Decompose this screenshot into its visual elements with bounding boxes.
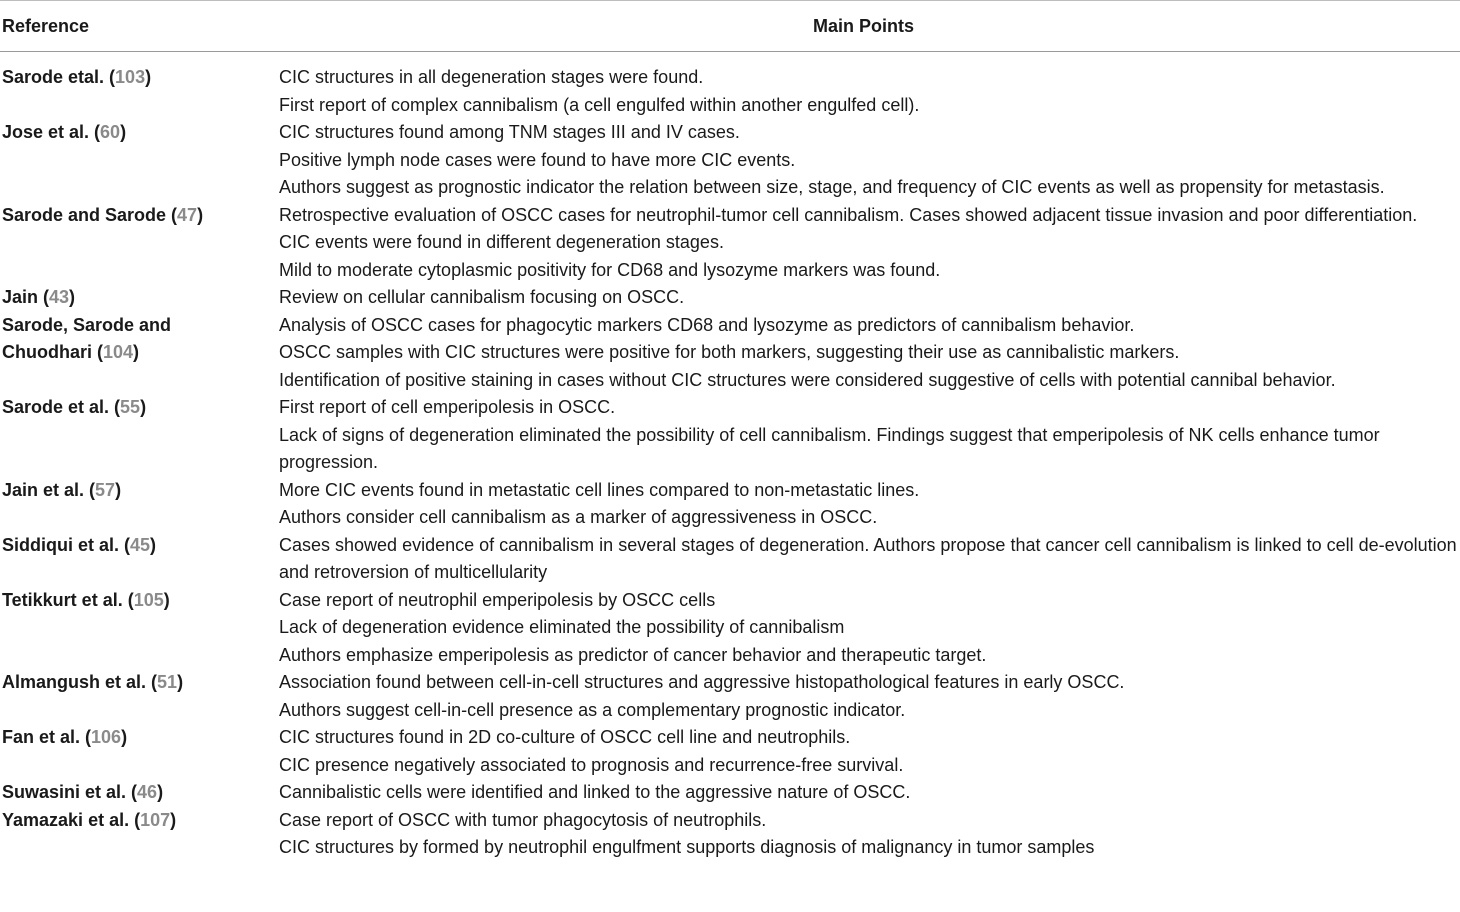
main-point: Case report of neutrophil emperipolesis by OSCC cells bbox=[279, 589, 716, 610]
reference-close-paren: ) bbox=[145, 67, 152, 87]
reference-close-paren: ) bbox=[150, 534, 157, 555]
main-point: Mild to moderate cytoplasmic positivity for CD68 and lysozyme markers was found. bbox=[279, 259, 941, 280]
main-point: Authors consider cell cannibalism as a marker of aggressiveness in OSCC. bbox=[279, 507, 878, 527]
main-point: Cannibalistic cells were identified and linked to the aggressive nature of OSCC. bbox=[279, 782, 911, 802]
main-point: Authors suggest as prognostic indicator the relation between size, stage, and frequency of CIC events as well as propensity for metastasis. bbox=[279, 177, 1385, 197]
reference-number-link[interactable]: 107 bbox=[140, 809, 171, 830]
reference-cell bbox=[2, 724, 262, 752]
table-row bbox=[0, 669, 1460, 724]
main-point: Review on cellular cannibalism focusing on OSCC. bbox=[279, 287, 685, 307]
reference-number-link[interactable]: 51 bbox=[157, 672, 178, 692]
reference-number-link[interactable]: 104 bbox=[103, 342, 134, 362]
reference-cell bbox=[2, 587, 262, 615]
reference-close-paren: ) bbox=[157, 782, 164, 802]
main-points-cell bbox=[279, 724, 1460, 779]
reference-cell bbox=[2, 669, 262, 697]
reference-cell bbox=[2, 532, 262, 560]
reference-author: Fan et al. ( bbox=[2, 727, 92, 747]
main-point: CIC structures by formed by neutrophil engulfment supports diagnosis of malignancy in tumor samples bbox=[279, 837, 1095, 857]
main-points-cell bbox=[279, 587, 1460, 670]
reference-close-paren: ) bbox=[170, 809, 177, 830]
main-point: CIC presence negatively associated to prognosis and recurrence-free survival. bbox=[279, 754, 904, 775]
table-row bbox=[0, 202, 1460, 285]
reference-author: Jain ( bbox=[2, 287, 50, 307]
main-points-cell bbox=[279, 284, 1460, 312]
main-point: First report of complex cannibalism (a cell engulfed within another engulfed cell). bbox=[279, 94, 920, 115]
reference-close-paren: ) bbox=[121, 727, 128, 747]
reference-number-link[interactable]: 46 bbox=[137, 782, 158, 802]
reference-cell bbox=[2, 312, 262, 367]
header-reference: Reference bbox=[2, 16, 90, 36]
reference-number-link[interactable]: 55 bbox=[120, 397, 141, 417]
reference-number-link[interactable]: 43 bbox=[49, 287, 70, 307]
main-points-cell bbox=[279, 119, 1460, 202]
table-row bbox=[0, 807, 1460, 862]
main-point: OSCC samples with CIC structures were positive for both markers, suggesting their use as cannibalistic markers. bbox=[279, 342, 1180, 362]
main-points-cell bbox=[279, 807, 1460, 862]
reference-close-paren: ) bbox=[163, 589, 170, 610]
main-point: Authors emphasize emperipolesis as predictor of cancer behavior and therapeutic target. bbox=[279, 644, 987, 665]
table-row bbox=[0, 284, 1460, 312]
main-points-cell bbox=[279, 669, 1460, 724]
reference-author: Sarode, Sarode and Chuodhari ( bbox=[2, 314, 172, 362]
header-main-points: Main Points bbox=[813, 16, 915, 36]
main-point: Case report of OSCC with tumor phagocytosis of neutrophils. bbox=[279, 809, 767, 830]
table-row bbox=[0, 532, 1460, 587]
reference-cell bbox=[2, 64, 262, 92]
reference-cell bbox=[2, 394, 262, 422]
main-points-cell bbox=[279, 202, 1460, 285]
reference-author: Jose et al. ( bbox=[2, 122, 101, 142]
main-point: Retrospective evaluation of OSCC cases for neutrophil-tumor cell cannibalism. Cases showed adjacent tissue invasion and poor differentiation. bbox=[279, 204, 1418, 225]
main-points-cell bbox=[279, 64, 1460, 119]
reference-cell bbox=[2, 477, 262, 505]
reference-number-link[interactable]: 57 bbox=[95, 479, 116, 500]
reference-cell bbox=[2, 202, 262, 230]
reference-close-paren: ) bbox=[177, 672, 184, 692]
reference-close-paren: ) bbox=[69, 287, 76, 307]
reference-close-paren: ) bbox=[197, 204, 204, 225]
main-point: CIC events were found in different degeneration stages. bbox=[279, 232, 724, 252]
reference-number-link[interactable]: 47 bbox=[177, 204, 198, 225]
reference-cell bbox=[2, 119, 262, 147]
reference-author: Sarode etal. ( bbox=[2, 67, 116, 87]
main-point: More CIC events found in metastatic cell lines compared to non-metastatic lines. bbox=[279, 479, 920, 500]
reference-author: Tetikkurt et al. ( bbox=[2, 589, 134, 610]
reference-author: Yamazaki et al. ( bbox=[2, 809, 141, 830]
reference-number-link[interactable]: 45 bbox=[130, 534, 151, 555]
main-point: Association found between cell-in-cell structures and aggressive histopathological features in early OSCC. bbox=[279, 672, 1125, 692]
reference-author: Sarode et al. ( bbox=[2, 397, 121, 417]
main-points-cell bbox=[279, 312, 1460, 395]
reference-close-paren: ) bbox=[133, 342, 140, 362]
main-point: Lack of signs of degeneration eliminated the possibility of cell cannibalism. Findings suggest that emperipolesis of NK cells enhance tumor progression. bbox=[279, 424, 1380, 472]
reference-author: Siddiqui et al. ( bbox=[2, 534, 131, 555]
table-row bbox=[0, 64, 1460, 119]
reference-close-paren: ) bbox=[115, 479, 122, 500]
table-row bbox=[0, 312, 1460, 395]
table-row bbox=[0, 779, 1460, 807]
main-points-cell bbox=[279, 394, 1460, 477]
table-row bbox=[0, 394, 1460, 477]
reference-cell bbox=[2, 807, 262, 835]
reference-cell bbox=[2, 284, 262, 312]
reference-number-link[interactable]: 106 bbox=[91, 727, 122, 747]
reference-author: Suwasini et al. ( bbox=[2, 782, 138, 802]
reference-author: Sarode and Sarode ( bbox=[2, 204, 178, 225]
main-point: CIC structures found among TNM stages III and IV cases. bbox=[279, 122, 740, 142]
main-point: Lack of degeneration evidence eliminated the possibility of cannibalism bbox=[279, 617, 845, 637]
reference-number-link[interactable]: 60 bbox=[100, 122, 121, 142]
reference-close-paren: ) bbox=[140, 397, 147, 417]
table-body bbox=[0, 52, 1460, 862]
table-row bbox=[0, 119, 1460, 202]
main-point: Analysis of OSCC cases for phagocytic markers CD68 and lysozyme as predictors of cannibalism behavior. bbox=[279, 314, 1135, 335]
table-row bbox=[0, 724, 1460, 779]
main-point: CIC structures in all degeneration stages were found. bbox=[279, 67, 704, 87]
main-point: Authors suggest cell-in-cell presence as a complementary prognostic indicator. bbox=[279, 699, 906, 720]
main-point: First report of cell emperipolesis in OSCC. bbox=[279, 397, 616, 417]
main-point: Positive lymph node cases were found to have more CIC events. bbox=[279, 149, 796, 170]
main-point: Identification of positive staining in cases without CIC structures were considered suggestive of cells with potential cannibal behavior. bbox=[279, 369, 1336, 390]
reference-number-link[interactable]: 105 bbox=[133, 589, 164, 610]
table-header bbox=[0, 0, 1460, 52]
reference-cell bbox=[2, 779, 262, 807]
main-points-cell bbox=[279, 532, 1460, 587]
main-point: Cases showed evidence of cannibalism in several stages of degeneration. Authors propose that cancer cell cannibalism is linked to cell de-evolution and retroversion of multicellularity bbox=[279, 534, 1457, 582]
table-row bbox=[0, 477, 1460, 532]
reference-author: Almangush et al. ( bbox=[2, 672, 158, 692]
main-point: CIC structures found in 2D co-culture of OSCC cell line and neutrophils. bbox=[279, 727, 851, 747]
reference-author: Jain et al. ( bbox=[2, 479, 96, 500]
main-points-cell bbox=[279, 779, 1460, 807]
reference-close-paren: ) bbox=[120, 122, 127, 142]
table-row bbox=[0, 587, 1460, 670]
reference-number-link[interactable]: 103 bbox=[115, 67, 146, 87]
main-points-cell bbox=[279, 477, 1460, 532]
